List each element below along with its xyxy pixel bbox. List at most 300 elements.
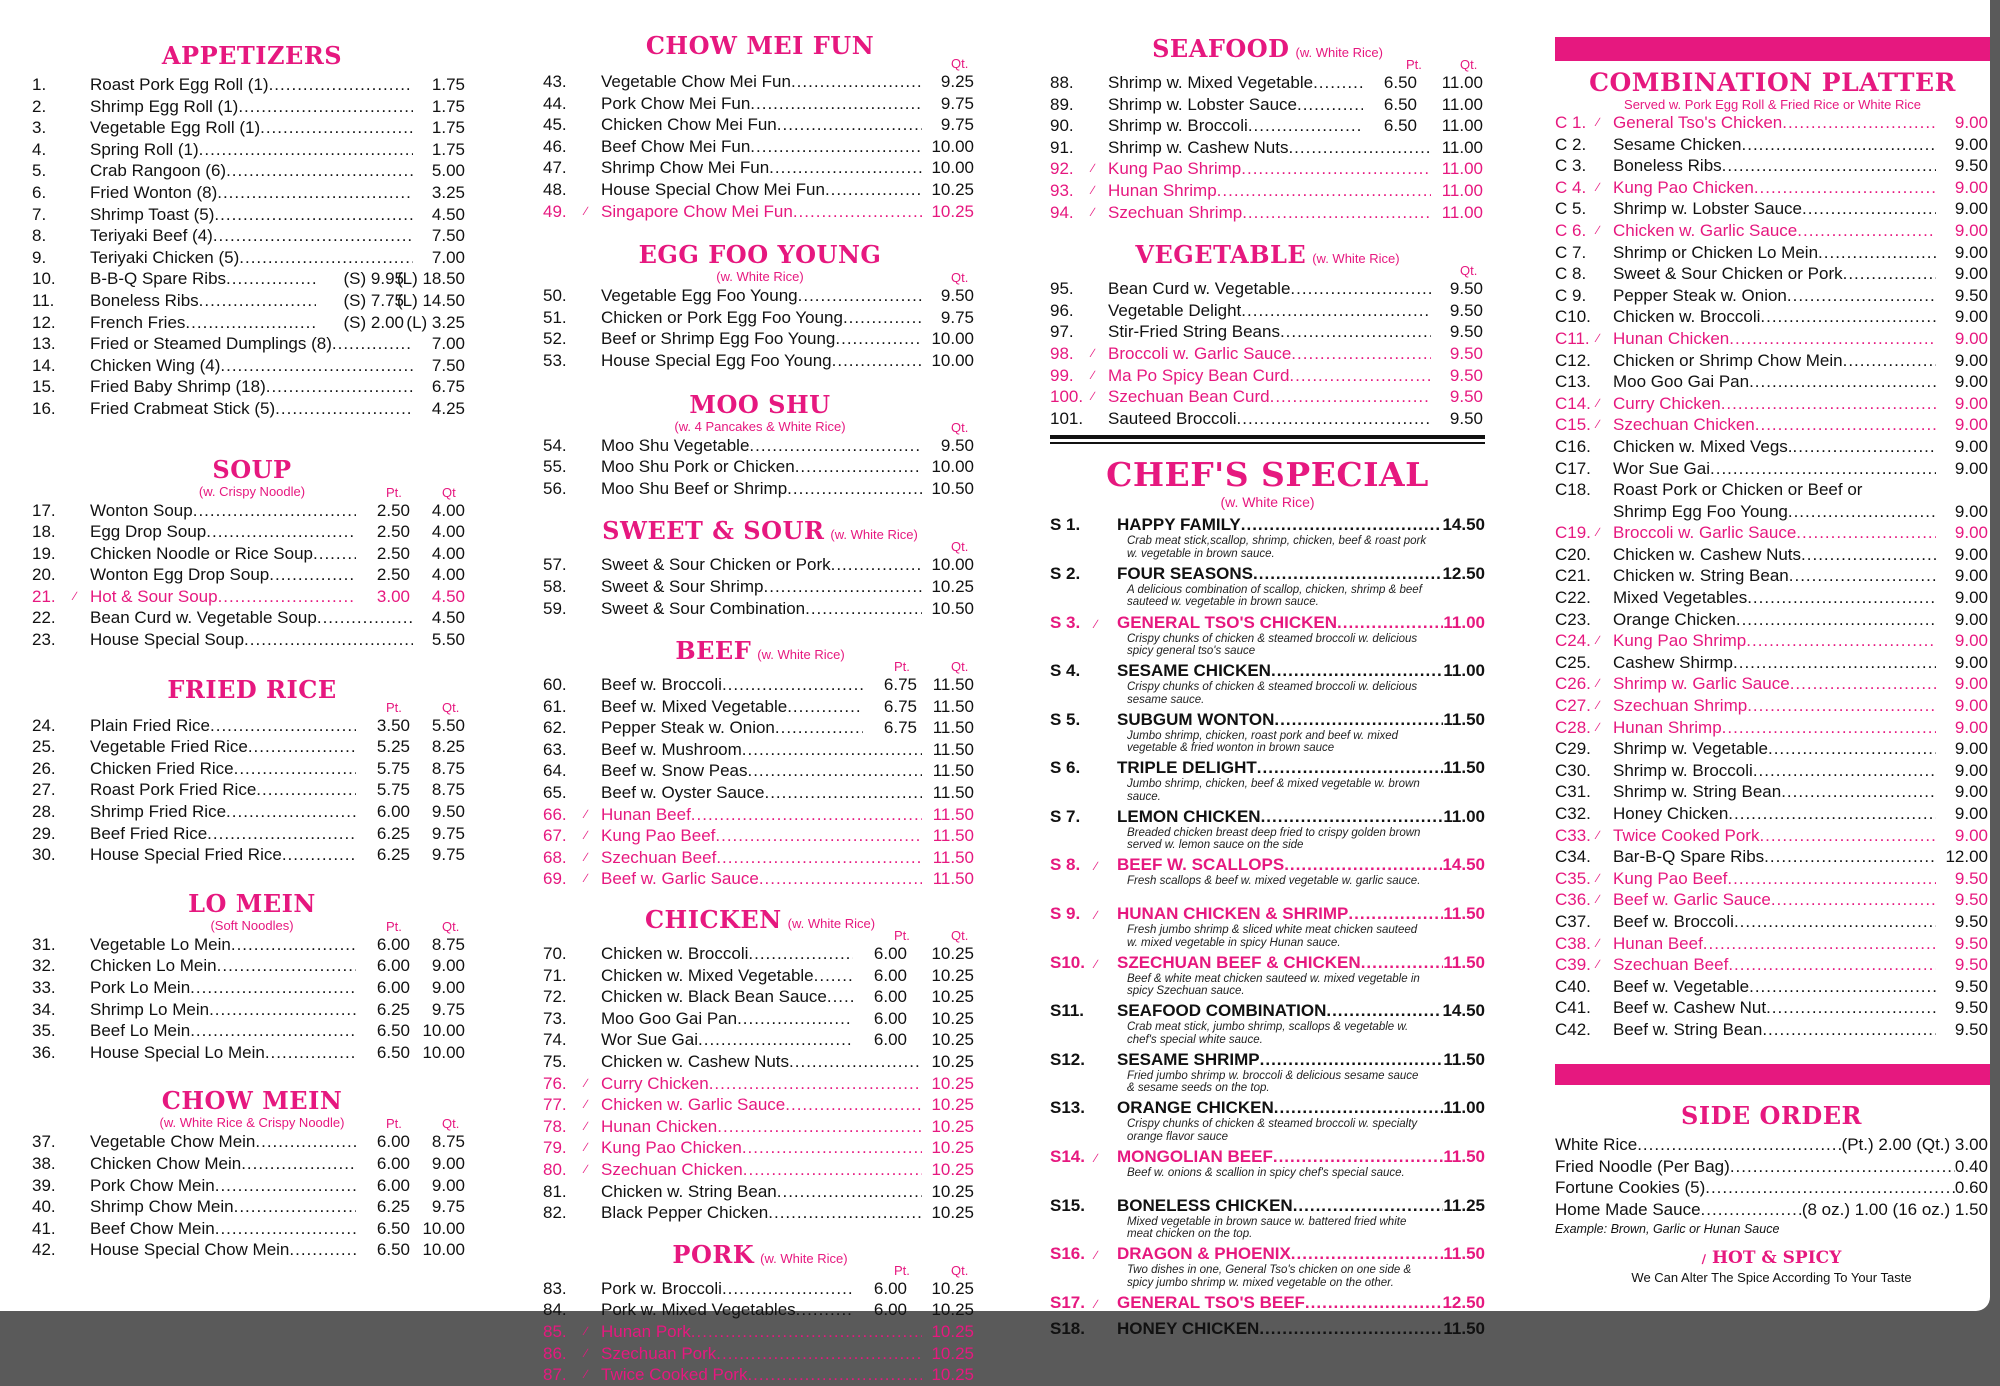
menu-item-row [543, 1029, 977, 1051]
item-name-text: Mixed Vegetables [1613, 588, 1748, 608]
dot-leader [1754, 177, 1936, 199]
menu-item-row [32, 268, 472, 290]
menu-item-row [1555, 565, 1990, 587]
chili-pepper-icon: ∕ [1092, 345, 1095, 360]
chefs-special-subtitle: (w. White Rice) [1220, 494, 1315, 511]
dot-leader [1271, 661, 1443, 681]
dot-leader [748, 943, 853, 965]
section-subtitle: (w. Crispy Noodle) [198, 483, 306, 499]
item-name-text: Vegetable Egg Foo Young [601, 286, 798, 306]
item-name-text: Beef w. Vegetable [1613, 976, 1750, 996]
item-number: 90. [1050, 116, 1074, 136]
dot-leader [1771, 889, 1936, 911]
price-large: 9.00 [1954, 804, 1988, 823]
item-name [1613, 717, 1936, 739]
menu-item-row [1555, 198, 1990, 220]
section-title-text: CHOW MEI FUN [645, 31, 875, 60]
dot-leader [241, 1153, 356, 1175]
item-name-text: General Tso's Chicken [1613, 113, 1783, 132]
dot-leader [785, 1094, 922, 1116]
price-large: 4.00 [431, 543, 465, 563]
menu-item-row [1555, 587, 1990, 609]
item-name-text: French Fries [90, 312, 186, 332]
dot-leader [1793, 436, 1936, 458]
item-number: C28. [1555, 717, 1591, 737]
menu-item-row [1555, 803, 1990, 825]
chef-item-code: S 5. [1050, 709, 1081, 729]
price-large: 10.00 [422, 1021, 465, 1041]
chef-special-item [1050, 1050, 1485, 1099]
price-large: 9.00 [1954, 523, 1988, 543]
item-name-text: Bar-B-Q Spare Ribs [1613, 847, 1765, 867]
dot-leader [777, 1181, 922, 1203]
item-name-text: Chicken w. Cashew Nuts [601, 1052, 790, 1071]
dot-leader [255, 1131, 356, 1153]
price-small: 5.25 [376, 737, 410, 757]
chef-special-item [1050, 758, 1485, 807]
item-number: C29. [1555, 739, 1591, 759]
chef-item-name: HUNAN CHICKEN & SHRIMP [1117, 904, 1349, 924]
price-large: 10.25 [931, 1300, 974, 1320]
item-name [601, 71, 922, 93]
item-name-text: Beef Chow Mein [90, 1218, 215, 1238]
header-pint: Pt. [894, 1262, 910, 1278]
menu-item-row [1555, 522, 1990, 544]
price-large: 10.00 [931, 555, 974, 575]
item-number: 51. [543, 307, 567, 327]
menu-item-row [1555, 911, 1990, 933]
menu-item-row [32, 586, 472, 608]
price-large: 10.25 [931, 1181, 974, 1201]
side-order-item [1555, 1199, 1988, 1221]
chef-item-name: SUBGUM WONTON [1117, 709, 1275, 729]
item-number: 81. [543, 1181, 567, 1201]
price-large: 9.50 [940, 435, 974, 455]
price-large: 10.00 [931, 329, 974, 349]
item-number: C 9. [1555, 285, 1587, 305]
menu-item-row [1050, 158, 1485, 180]
dot-leader [1790, 673, 1936, 695]
price-large: 9.50 [1954, 868, 1988, 888]
item-name [1108, 300, 1431, 322]
section-title-text: CHOW MEIN [161, 1086, 343, 1116]
item-name-text: House Special Fried Rice [90, 845, 282, 865]
item-number: C41. [1555, 998, 1591, 1018]
price-large: 1.75 [431, 118, 465, 138]
menu-item-row [32, 715, 472, 737]
item-number: C 4. [1555, 177, 1587, 197]
item-name [1613, 911, 1936, 933]
dot-leader [220, 355, 413, 377]
dot-leader [750, 136, 922, 158]
item-number: 91. [1050, 137, 1074, 157]
dot-leader [313, 543, 356, 565]
chef-item-name: SEAFOOD COMBINATION [1117, 1001, 1327, 1021]
item-number: C 2. [1555, 134, 1587, 154]
price-large: 10.25 [931, 944, 974, 964]
item-name-text: Chicken w. Garlic Sauce [1613, 220, 1798, 240]
dot-leader [1274, 1098, 1444, 1118]
item-name-text: Kung Pao Chicken [1613, 177, 1754, 197]
menu-column-4 [1555, 0, 1990, 1041]
menu-item-row [32, 225, 472, 247]
item-number: 3. [32, 118, 47, 138]
item-number: 92. [1050, 159, 1074, 179]
item-name [1613, 738, 1936, 760]
price-large: 9.50 [1954, 911, 1988, 931]
section-moo-shu [543, 389, 977, 500]
item-number: 50. [543, 286, 567, 306]
item-number: 77. [543, 1095, 567, 1115]
item-name [1108, 202, 1431, 224]
dot-leader [1293, 1196, 1444, 1216]
section-chefs-special [1050, 455, 1485, 1345]
item-number: 30. [32, 845, 56, 865]
item-name [90, 543, 356, 565]
item-number: 61. [543, 696, 567, 716]
menu-item-row [32, 1153, 472, 1175]
section-fried-rice [32, 674, 472, 866]
chef-special-item [1050, 613, 1485, 662]
item-number: C11. [1555, 328, 1590, 348]
item-name [1613, 285, 1936, 307]
section-vegetable [1050, 240, 1485, 429]
side-item-price: (Pt.) 2.00 (Qt.) 3.00 [1841, 1135, 1988, 1154]
dot-leader [282, 844, 356, 866]
item-name-text: Vegetable Fried Rice [90, 737, 248, 757]
price-large: 11.50 [932, 804, 974, 824]
dot-leader [777, 114, 922, 136]
dot-leader [1722, 155, 1936, 177]
item-name [90, 779, 356, 801]
price-large: 11.50 [932, 696, 974, 716]
menu-item-row [1555, 976, 1990, 998]
item-name-text: Sweet & Sour Combination [601, 598, 806, 618]
section-chow-mei-fun [543, 31, 977, 222]
price-large: 9.50 [1449, 279, 1483, 299]
dot-leader [715, 825, 922, 847]
section-subtitle: (w. White Rice) [830, 527, 918, 543]
item-name [601, 760, 922, 782]
price-small: 6.00 [376, 956, 410, 976]
menu-item-row [1555, 997, 1990, 1019]
item-name [90, 564, 356, 586]
item-name-text: Hunan Shrimp [1613, 717, 1722, 737]
section-subtitle: (w. White Rice) [757, 647, 845, 663]
hot-spicy-note: We Can Alter The Spice According To Your Taste [1631, 1270, 1912, 1286]
menu-item-row [543, 136, 977, 158]
chef-special-item [1050, 1293, 1485, 1319]
item-number: 72. [543, 987, 567, 1007]
dot-leader [1843, 350, 1936, 372]
price-large: 10.25 [931, 201, 974, 221]
price-large: 11.50 [932, 869, 974, 889]
price-large: 9.50 [1954, 285, 1988, 305]
price-large: 9.00 [1954, 307, 1988, 327]
price-header [543, 659, 977, 674]
item-name [601, 1278, 853, 1300]
header-quart: Qt [442, 484, 456, 500]
item-name [601, 1321, 922, 1343]
dot-leader [787, 696, 863, 718]
item-name-text: Szechuan Beef [601, 847, 717, 867]
header-quart: Qt. [1460, 263, 1478, 279]
menu-item-row [543, 804, 977, 826]
menu-item-row [1555, 177, 1990, 199]
item-name-text: Beef Chow Mei Fun [601, 136, 751, 156]
item-name [601, 478, 922, 500]
section-sweet-sour [543, 516, 977, 619]
menu-item-row [543, 71, 977, 93]
dot-leader [265, 1042, 356, 1064]
price-large: 9.00 [1954, 264, 1988, 284]
dot-leader [244, 629, 413, 651]
item-name [1613, 306, 1936, 328]
price-large: 9.50 [1449, 408, 1483, 428]
item-name-text: Beef w. Mushroom [601, 739, 742, 759]
chef-item-code: S 1. [1050, 515, 1081, 535]
chili-pepper-icon: ∕ [585, 828, 588, 843]
item-number: 13. [32, 334, 56, 354]
price-large: 8.25 [431, 737, 465, 757]
price-large: 4.50 [431, 204, 465, 224]
item-name [601, 986, 853, 1008]
dot-leader [805, 598, 922, 620]
menu-item-row [32, 500, 472, 522]
menu-item-row [1555, 112, 1990, 134]
dot-leader [747, 760, 922, 782]
dot-leader [1727, 868, 1936, 890]
chili-pepper-icon: ∕ [1597, 892, 1600, 907]
item-number: 14. [32, 355, 56, 375]
item-number: C13. [1555, 372, 1591, 392]
item-number: C21. [1555, 566, 1591, 586]
dot-leader [1241, 158, 1431, 180]
item-number: 58. [543, 576, 567, 596]
price-large: 9.50 [1449, 300, 1483, 320]
item-name [601, 717, 863, 739]
menu-item-row [1555, 328, 1990, 350]
item-name-text: Szechuan Shrimp [1613, 696, 1748, 716]
price-large: 10.00 [931, 136, 974, 156]
chef-item-price: 11.50 [1443, 1318, 1485, 1338]
chef-item-description: Two dishes in one, General Tso's chicken on one side & spicy jumbo shrimp w. mixed vegetable on the other. [1127, 1264, 1412, 1289]
menu-item-row [1555, 220, 1990, 242]
header-pint: Pt. [386, 484, 402, 500]
menu-item-row [1050, 180, 1485, 202]
chef-item-title [1117, 1050, 1485, 1070]
dot-leader [1291, 1244, 1444, 1264]
price-large: 10.00 [931, 158, 974, 178]
item-name-text: Black Pepper Chicken [601, 1203, 769, 1223]
section-title-text: SOUP [212, 454, 292, 484]
price-large: 7.00 [431, 334, 465, 354]
dot-leader [1759, 825, 1936, 847]
item-name [90, 844, 356, 866]
dot-leader [1746, 630, 1936, 652]
menu-item-row [32, 844, 472, 866]
price-large: 9.00 [1954, 199, 1988, 219]
dot-leader [1762, 1019, 1936, 1041]
price-small: (S) 9.95 [343, 269, 404, 289]
section-title [543, 240, 977, 270]
menu-item-row [1555, 933, 1990, 955]
item-name [601, 1364, 922, 1386]
chef-item-description: Jumbo shrimp, chicken, beef & mixed vegetable w. brown sauce. [1127, 778, 1420, 803]
item-name-text: Teriyaki Beef (4) [90, 226, 213, 246]
item-name-text: Shrimp Egg Foo Young [1613, 501, 1788, 521]
item-name [1613, 673, 1936, 695]
item-name-text: Pepper Steak w. Onion [1613, 285, 1787, 305]
item-name-text: Sweet & Sour Chicken or Pork [601, 555, 831, 575]
chef-item-code: S 6. [1050, 758, 1081, 778]
item-name-text: House Special Soup [90, 630, 245, 650]
item-name-text: Vegetable Delight [1108, 300, 1242, 320]
price-large: 9.75 [431, 1197, 465, 1217]
chef-item-description: Fresh jumbo shrimp & sliced white meat chicken sauteed w. mixed vegetable in spicy Hunan sauce. [1127, 924, 1418, 949]
section-subtitle: (w. White Rice) [760, 1250, 848, 1266]
menu-item-row [1050, 408, 1485, 430]
item-name-text: Beef or Shrimp Egg Foo Young [601, 329, 836, 349]
dot-leader [248, 736, 356, 758]
price-small: 6.00 [376, 1153, 410, 1173]
item-name [1613, 976, 1936, 998]
chef-item-title [1117, 661, 1485, 681]
side-order-item [1555, 1177, 1988, 1199]
price-large: 9.00 [1954, 458, 1988, 478]
chef-item-name: GENERAL TSO'S BEEF [1117, 1292, 1305, 1312]
dot-leader [722, 1278, 853, 1300]
item-number: C30. [1555, 760, 1591, 780]
side-item-price: 0.40 [1954, 1156, 1988, 1176]
price-large: 10.00 [422, 1240, 465, 1260]
item-name-text: Shrimp w. Cashew Nuts [1108, 137, 1289, 157]
menu-item-row [1050, 202, 1485, 224]
item-number: 39. [32, 1175, 56, 1195]
item-number: C40. [1555, 976, 1591, 996]
item-number: 80. [543, 1159, 567, 1179]
menu-item-row [543, 696, 977, 718]
section-beef [543, 636, 977, 890]
menu-item-row [32, 1239, 472, 1261]
item-number: C35. [1555, 868, 1591, 888]
chef-item-description: Crispy chunks of chicken & steamed broccoli w. specialty orange flavor sauce [1127, 1118, 1418, 1143]
price-large: 10.50 [931, 598, 974, 618]
menu-item-row [543, 93, 977, 115]
chili-pepper-icon: ∕ [585, 1367, 588, 1382]
menu-item-row [1555, 695, 1990, 717]
chef-item-price: 12.50 [1442, 1292, 1485, 1312]
item-number: 31. [32, 934, 56, 954]
price-header [1050, 263, 1485, 278]
item-name-text: Broccoli w. Garlic Sauce [1108, 343, 1292, 363]
chili-pepper-icon: ∕ [74, 588, 77, 603]
item-name [90, 247, 413, 269]
chili-pepper-icon: ∕ [585, 1097, 588, 1112]
menu-item-row [1050, 72, 1485, 94]
item-number: 34. [32, 999, 56, 1019]
dot-leader [1734, 911, 1936, 933]
dot-leader [260, 117, 413, 139]
price-large: 9.00 [1954, 544, 1988, 564]
side-item-price: (8 oz.) 1.00 (16 oz.) 1.50 [1801, 1199, 1988, 1219]
item-name-text: Twice Cooked Pork [601, 1365, 748, 1385]
menu-item-row [1555, 414, 1990, 436]
item-number: C 7. [1555, 242, 1587, 262]
chili-pepper-icon: ∕ [1095, 1151, 1098, 1166]
chef-item-title [1117, 904, 1485, 924]
chili-pepper-icon: ∕ [1597, 870, 1600, 885]
price-small: 6.50 [376, 1021, 410, 1041]
side-order-title: SIDE ORDER [1681, 1101, 1862, 1130]
dot-leader [1802, 198, 1936, 220]
price-small: 2.50 [376, 522, 410, 542]
item-number: 1. [32, 75, 47, 94]
item-name [601, 598, 922, 620]
item-name [1613, 652, 1936, 674]
price-small: 6.25 [376, 1197, 410, 1217]
chef-item-name: SESAME CHICKEN [1117, 661, 1271, 681]
chili-pepper-icon: ∕ [585, 1075, 588, 1090]
header-quart: Qt. [442, 1116, 460, 1132]
chef-item-description: Crispy chunks of chicken & steamed broccoli w. delicious spicy general tso's sauce [1127, 632, 1418, 657]
chef-item-code: S 8. [1050, 855, 1081, 875]
item-name [601, 1116, 922, 1138]
chef-item-price: 11.00 [1443, 661, 1485, 681]
price-header [543, 928, 977, 943]
price-large: 8.75 [431, 780, 465, 800]
dot-leader [764, 782, 922, 804]
item-name-text: Cashew Shirmp [1613, 652, 1733, 672]
chef-special-item [1050, 1196, 1485, 1245]
chef-item-name: HONEY CHICKEN [1117, 1318, 1260, 1338]
item-number: C16. [1555, 436, 1591, 456]
item-name [1108, 321, 1431, 343]
price-small: 2.50 [376, 500, 410, 520]
item-name [1108, 115, 1363, 137]
menu-item-row [1050, 94, 1485, 116]
item-name-text: Hunan Chicken [1613, 328, 1730, 348]
menu-column-1 [32, 0, 472, 1261]
dot-leader [213, 225, 413, 247]
item-name-text: Beef w. Oyster Sauce [601, 783, 765, 803]
menu-item-row [32, 1175, 472, 1197]
price-large: 10.25 [931, 965, 974, 985]
price-large: 9.00 [1954, 242, 1988, 262]
price-large: 9.25 [940, 72, 974, 91]
item-name [601, 1137, 922, 1159]
item-name [1613, 371, 1936, 393]
section-title-text: PORK [672, 1239, 755, 1269]
price-large: 9.50 [1449, 322, 1483, 342]
dot-leader [1818, 242, 1936, 264]
section-lo-mein [32, 888, 472, 1064]
item-name [601, 435, 922, 457]
menu-item-row [543, 986, 977, 1008]
dot-leader [215, 1218, 356, 1240]
price-small: 6.25 [376, 999, 410, 1019]
item-number: 55. [543, 457, 567, 477]
item-name-text: Shrimp Lo Mein [90, 999, 210, 1019]
dot-leader [1747, 695, 1936, 717]
dot-leader [1796, 522, 1936, 544]
item-name-text: Chicken w. Black Bean Sauce [601, 987, 827, 1007]
item-number: 10. [32, 269, 56, 289]
price-large: 4.00 [431, 565, 465, 585]
chili-pepper-icon: ∕ [1597, 115, 1600, 129]
price-small: 2.50 [376, 565, 410, 585]
dot-leader [1290, 278, 1431, 300]
